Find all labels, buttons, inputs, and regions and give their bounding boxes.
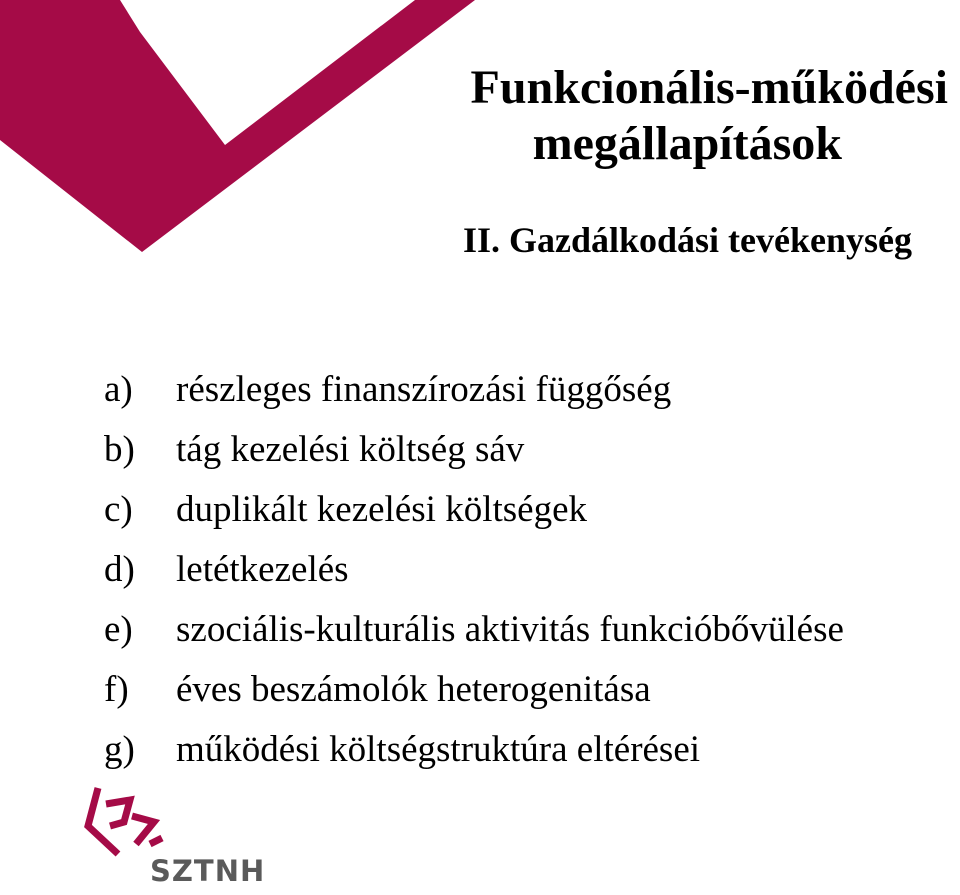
list-item	[104, 540, 844, 600]
list-item-text: letétkezelés	[176, 549, 349, 590]
page-title-line-2: megállapítások	[532, 117, 842, 170]
list-item-marker: a)	[104, 369, 133, 410]
list-item-text: részleges finanszírozási függőség	[176, 369, 672, 410]
list-item-marker: d)	[104, 549, 135, 590]
list-item-text: éves beszámolók heterogenitása	[176, 669, 651, 710]
list-item-text: tág kezelési költség sáv	[176, 429, 525, 470]
page-title	[248, 60, 948, 172]
list-item-marker: g)	[104, 729, 135, 770]
page-title-line-1: Funkcionális-működési	[470, 61, 948, 114]
list-item	[104, 420, 844, 480]
list-item-text: működési költségstruktúra eltérései	[176, 729, 701, 770]
sztnh-logo-mark-icon	[84, 782, 166, 860]
sztnh-logo	[78, 782, 266, 892]
findings-list	[104, 360, 844, 780]
list-item	[104, 480, 844, 540]
list-item-marker: b)	[104, 429, 135, 470]
list-item-text: duplikált kezelési költségek	[176, 489, 587, 530]
list-item	[104, 720, 844, 780]
list-item	[104, 660, 844, 720]
list-item-marker: e)	[104, 609, 133, 650]
list-item-marker: f)	[104, 669, 129, 710]
page-subtitle: II. Gazdálkodási tevékenység	[462, 220, 912, 260]
list-item	[104, 360, 844, 420]
list-item	[104, 600, 844, 660]
list-item-marker: c)	[104, 489, 133, 530]
list-item-text: szociális-kulturális aktivitás funkcióbővülése	[176, 609, 844, 650]
logo-text: SZTNH	[150, 854, 266, 888]
